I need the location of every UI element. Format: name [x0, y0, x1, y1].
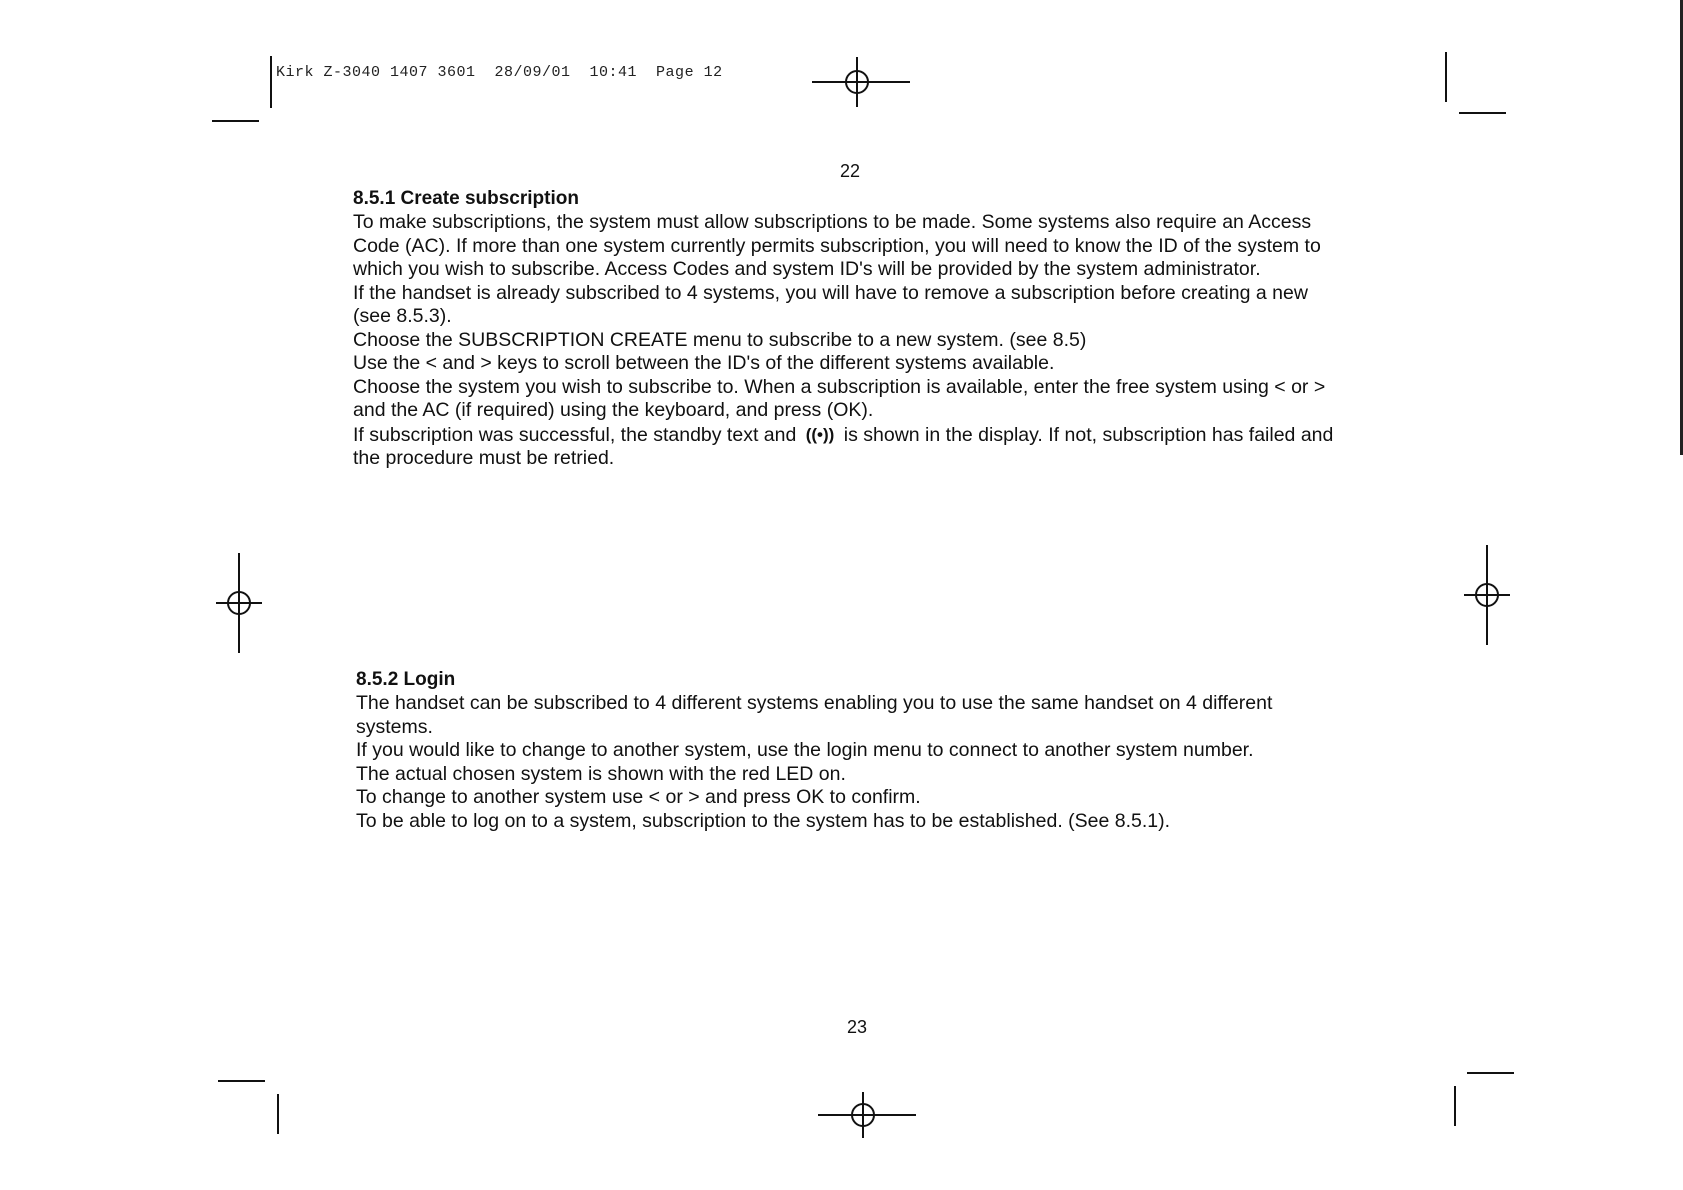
body-line: To be able to log on to a system, subscription to the system has to be established. (See 8.5.1). [356, 809, 1171, 832]
section-851-heading: 8.5.1 Create subscription [353, 188, 579, 209]
body-line: Choose the SUBSCRIPTION CREATE menu to subscribe to a new system. (see 8.5) [353, 328, 1087, 351]
body-line: To make subscriptions, the system must allow subscriptions to be made. Some systems also require an Access [353, 211, 1312, 233]
crop-mark-top-right-vertical [1445, 52, 1447, 102]
registration-mark-left-icon [214, 553, 264, 653]
page-number-bottom: 23 [847, 1017, 868, 1037]
body-line: (see 8.5.3). [353, 305, 452, 327]
page-number-top: 22 [840, 161, 861, 181]
section-852-body [356, 692, 1272, 833]
body-line: Use the < and > keys to scroll between the ID's of the different systems available. [353, 352, 1055, 374]
body-line: the procedure must be retried. [353, 447, 615, 469]
body-line: The actual chosen system is shown with the red LED on. [356, 762, 846, 785]
body-line: systems. [356, 715, 433, 738]
registration-mark-right-icon [1462, 545, 1512, 645]
crop-mark-bottom-left-vertical [277, 1094, 279, 1134]
body-line-part: If subscription was successful, the standby text and [353, 423, 797, 446]
body-line: and the AC (if required) using the keyboard, and press (OK). [353, 399, 874, 421]
print-slug: Kirk Z-3040 1407 3601 28/09/01 10:41 Page 12 [276, 64, 723, 81]
section-852-heading: 8.5.2 Login [356, 669, 456, 690]
section-851-body [353, 211, 1333, 471]
body-line: If the handset is already subscribed to 4 systems, you will have to remove a subscription before creating a new [353, 281, 1308, 304]
body-line: which you wish to subscribe. Access Codes and system ID's will be provided by the system administrator. [353, 258, 1261, 280]
body-line: The handset can be subscribed to 4 different systems enabling you to use the same handset on 4 different [356, 692, 1273, 714]
registration-mark-bottom-icon [818, 1090, 916, 1140]
body-line: Choose the system you wish to subscribe to. When a subscription is available, enter the free system using < or > [353, 375, 1326, 398]
body-line: To change to another system use < or > and press OK to confirm. [356, 786, 921, 808]
crop-mark-top-left-vertical [270, 56, 272, 108]
body-line: If you would like to change to another system, use the login menu to connect to another system number. [356, 739, 1254, 761]
crop-mark-bottom-left-horizontal [218, 1080, 265, 1082]
crop-mark-bottom-right-vertical [1454, 1086, 1456, 1126]
body-line: Code (AC). If more than one system currently permits subscription, you will need to know the ID of the system to [353, 234, 1321, 257]
crop-mark-top-right-horizontal [1459, 112, 1506, 114]
crop-mark-top-left-horizontal [212, 120, 259, 122]
crop-mark-bottom-right-horizontal [1467, 1072, 1514, 1074]
registration-mark-top-icon [812, 55, 910, 111]
body-line-part: is shown in the display. If not, subscription has failed and [843, 423, 1334, 446]
body-line-with-icon [353, 423, 1333, 448]
subscription-signal-icon: ((•)) [805, 424, 835, 444]
